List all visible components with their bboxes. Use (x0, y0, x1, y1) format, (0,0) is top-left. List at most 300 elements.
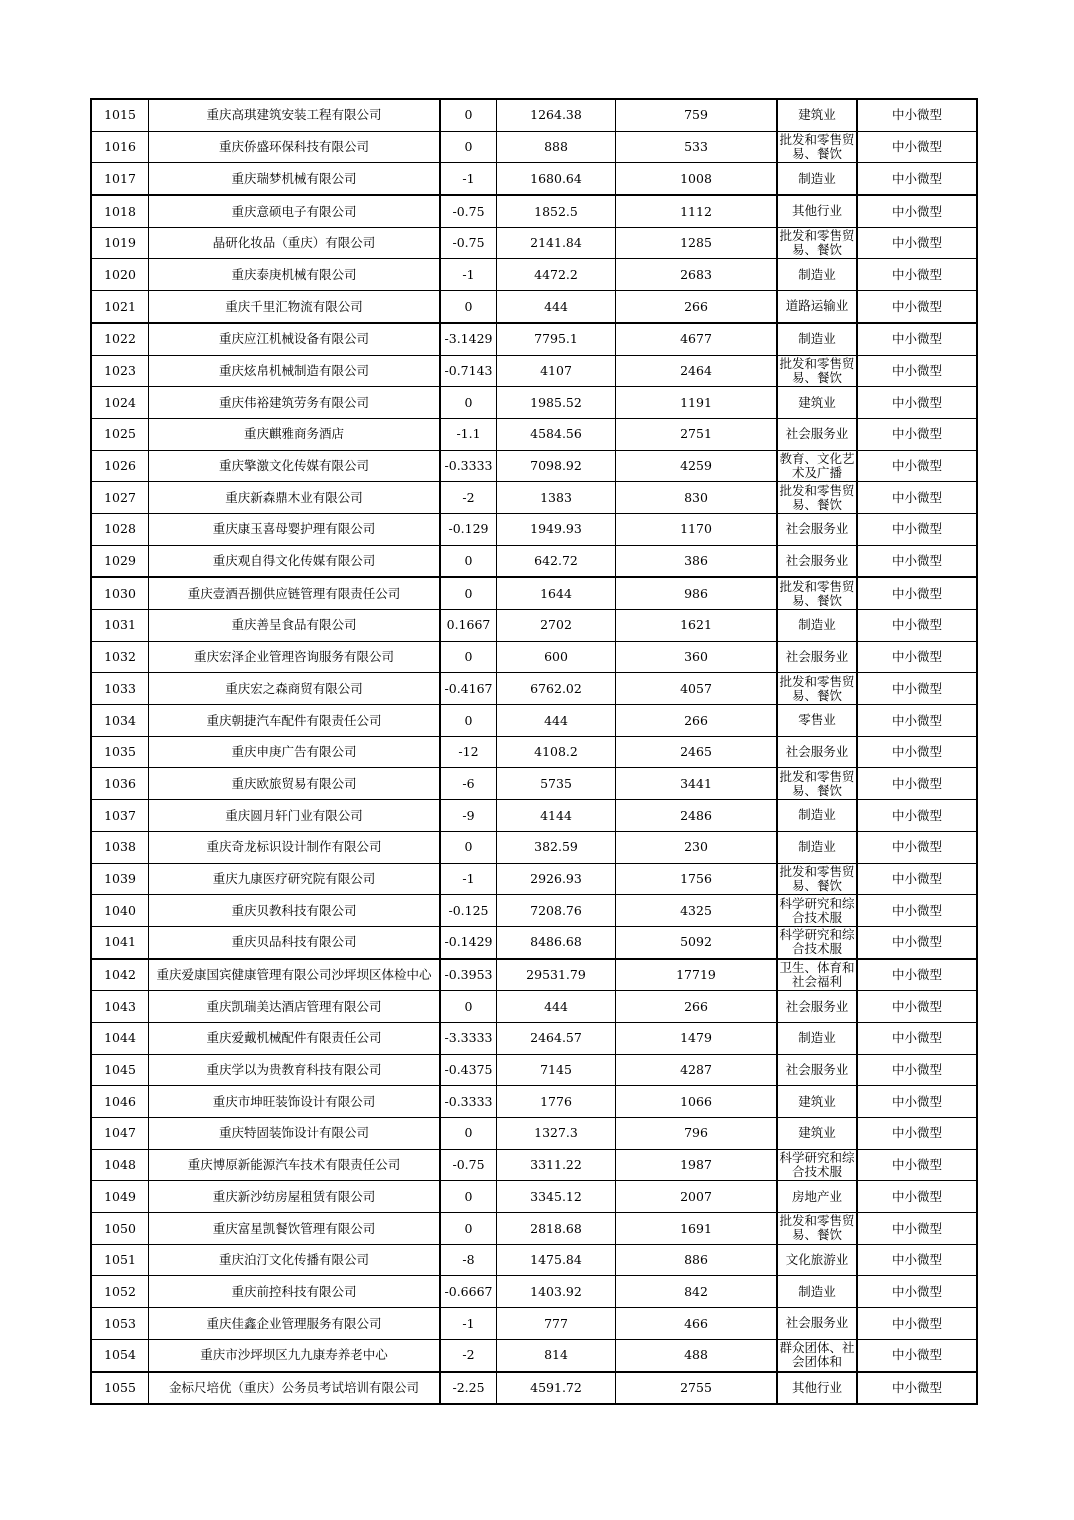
industry-cell (777, 418, 857, 450)
company-name-cell: 晶研化妆品（重庆）有限公司 (149, 227, 441, 259)
industry-text: 建筑业 (798, 108, 836, 123)
company-name-cell: 重庆瑞梦机械有限公司 (149, 163, 441, 195)
enterprise-type-cell: 中小微型 (857, 259, 977, 291)
value-1-cell: -0.75 (440, 1149, 497, 1181)
value-2-cell: 1680.64 (497, 163, 616, 195)
industry-cell (777, 482, 857, 514)
value-2-cell: 642.72 (497, 545, 616, 577)
value-3-cell: 266 (616, 705, 778, 737)
row-id-cell: 1030 (91, 577, 149, 609)
value-2-cell: 777 (497, 1308, 616, 1340)
row-id-cell: 1028 (91, 513, 149, 545)
value-3-cell: 1756 (616, 863, 778, 895)
enterprise-type-cell: 中小微型 (857, 673, 977, 705)
value-2-cell: 600 (497, 641, 616, 673)
enterprise-type-cell: 中小微型 (857, 1244, 977, 1276)
value-1-cell: 0 (440, 545, 497, 577)
value-2-cell: 4472.2 (497, 259, 616, 291)
row-id-cell: 1019 (91, 227, 149, 259)
row-id-cell: 1033 (91, 673, 149, 705)
value-3-cell: 4325 (616, 895, 778, 927)
industry-text: 道路运输业 (785, 299, 849, 314)
industry-cell (777, 991, 857, 1023)
table-row (91, 1118, 977, 1150)
company-name-cell: 重庆奇龙标识设计制作有限公司 (149, 831, 441, 863)
enterprise-type-cell: 中小微型 (857, 577, 977, 609)
industry-text: 批发和零售贸易、餐饮 (779, 864, 855, 893)
value-3-cell: 796 (616, 1118, 778, 1150)
table-row (91, 1181, 977, 1213)
row-id-cell: 1023 (91, 355, 149, 387)
value-2-cell: 4108.2 (497, 736, 616, 768)
value-2-cell: 3311.22 (497, 1149, 616, 1181)
value-2-cell: 2818.68 (497, 1213, 616, 1245)
row-id-cell: 1017 (91, 163, 149, 195)
industry-cell (777, 1339, 857, 1371)
industry-text: 制造业 (798, 171, 836, 186)
company-name-cell: 重庆宏之森商贸有限公司 (149, 673, 441, 705)
value-2-cell: 2926.93 (497, 863, 616, 895)
industry-text: 建筑业 (798, 1094, 836, 1109)
row-id-cell: 1034 (91, 705, 149, 737)
enterprise-type-cell: 中小微型 (857, 1181, 977, 1213)
value-1-cell: -0.129 (440, 513, 497, 545)
company-name-cell: 重庆申庚广告有限公司 (149, 736, 441, 768)
table-row (91, 641, 977, 673)
value-1-cell: 0 (440, 641, 497, 673)
enterprise-type-cell: 中小微型 (857, 1118, 977, 1150)
row-id-cell: 1043 (91, 991, 149, 1023)
enterprise-type-cell: 中小微型 (857, 895, 977, 927)
table-row (91, 99, 977, 131)
company-name-cell: 重庆博原新能源汽车技术有限责任公司 (149, 1149, 441, 1181)
value-1-cell: -0.1429 (440, 926, 497, 958)
industry-cell (777, 705, 857, 737)
enterprise-type-cell: 中小微型 (857, 1308, 977, 1340)
table-row (91, 1022, 977, 1054)
value-1-cell: 0 (440, 577, 497, 609)
value-1-cell: -2 (440, 1339, 497, 1371)
industry-text: 制造业 (798, 1284, 836, 1299)
industry-cell (777, 673, 857, 705)
row-id-cell: 1042 (91, 959, 149, 991)
value-2-cell: 4144 (497, 800, 616, 832)
table-row (91, 450, 977, 482)
value-1-cell: -0.4375 (440, 1054, 497, 1086)
value-2-cell: 444 (497, 291, 616, 323)
value-2-cell: 1776 (497, 1086, 616, 1118)
table-row (91, 863, 977, 895)
value-3-cell: 1066 (616, 1086, 778, 1118)
value-1-cell: 0 (440, 99, 497, 131)
industry-text: 科学研究和综合技术服 (779, 1151, 855, 1180)
value-3-cell: 386 (616, 545, 778, 577)
industry-text: 批发和零售贸易、餐饮 (779, 1214, 855, 1243)
row-id-cell: 1022 (91, 323, 149, 355)
enterprise-type-cell: 中小微型 (857, 323, 977, 355)
table-row (91, 800, 977, 832)
value-3-cell: 1621 (616, 610, 778, 642)
enterprise-type-cell: 中小微型 (857, 736, 977, 768)
enterprise-type-cell: 中小微型 (857, 1213, 977, 1245)
company-name-cell: 重庆市沙坪坝区九九康寿养老中心 (149, 1339, 441, 1371)
value-1-cell: 0 (440, 831, 497, 863)
table-row (91, 513, 977, 545)
value-3-cell: 1987 (616, 1149, 778, 1181)
value-1-cell: -2.25 (440, 1372, 497, 1405)
value-3-cell: 5092 (616, 926, 778, 958)
company-name-cell: 重庆炫帛机械制造有限公司 (149, 355, 441, 387)
company-name-cell: 重庆观自得文化传媒有限公司 (149, 545, 441, 577)
enterprise-type-cell: 中小微型 (857, 768, 977, 800)
table-row (91, 959, 977, 991)
industry-text: 教育、文化艺术及广播 (779, 451, 855, 480)
company-name-cell: 重庆泊汀文化传播有限公司 (149, 1244, 441, 1276)
value-3-cell: 1170 (616, 513, 778, 545)
industry-text: 制造业 (798, 267, 836, 282)
table-row (91, 1054, 977, 1086)
value-1-cell: -0.75 (440, 227, 497, 259)
industry-text: 房地产业 (791, 1189, 842, 1204)
table-row (91, 1339, 977, 1371)
enterprise-type-cell: 中小微型 (857, 195, 977, 227)
industry-cell (777, 800, 857, 832)
value-2-cell: 1852.5 (497, 195, 616, 227)
industry-cell (777, 1054, 857, 1086)
row-id-cell: 1035 (91, 736, 149, 768)
value-3-cell: 2755 (616, 1372, 778, 1405)
row-id-cell: 1036 (91, 768, 149, 800)
company-name-cell: 重庆朝捷汽车配件有限责任公司 (149, 705, 441, 737)
enterprise-type-cell: 中小微型 (857, 291, 977, 323)
company-name-cell: 重庆凯瑞美达酒店管理有限公司 (149, 991, 441, 1023)
industry-text: 建筑业 (798, 395, 836, 410)
value-1-cell: -0.3333 (440, 450, 497, 482)
value-3-cell: 17719 (616, 959, 778, 991)
industry-cell (777, 259, 857, 291)
value-1-cell: 0 (440, 991, 497, 1023)
industry-text: 建筑业 (798, 1126, 836, 1141)
industry-cell (777, 1308, 857, 1340)
row-id-cell: 1020 (91, 259, 149, 291)
enterprise-type-cell: 中小微型 (857, 1086, 977, 1118)
industry-text: 社会服务业 (785, 1316, 849, 1331)
table-row (91, 163, 977, 195)
enterprise-type-cell: 中小微型 (857, 1276, 977, 1308)
enterprise-type-cell: 中小微型 (857, 926, 977, 958)
industry-text: 批发和零售贸易、餐饮 (779, 229, 855, 258)
row-id-cell: 1044 (91, 1022, 149, 1054)
value-3-cell: 266 (616, 991, 778, 1023)
table-row (91, 991, 977, 1023)
industry-cell (777, 291, 857, 323)
value-2-cell: 2702 (497, 610, 616, 642)
industry-text: 其他行业 (791, 1380, 842, 1395)
row-id-cell: 1021 (91, 291, 149, 323)
value-3-cell: 2465 (616, 736, 778, 768)
value-1-cell: -6 (440, 768, 497, 800)
table-row (91, 1149, 977, 1181)
value-1-cell: -0.3333 (440, 1086, 497, 1118)
value-2-cell: 7208.76 (497, 895, 616, 927)
row-id-cell: 1018 (91, 195, 149, 227)
industry-cell (777, 1149, 857, 1181)
table-row (91, 1244, 977, 1276)
table-row (91, 291, 977, 323)
table-row (91, 323, 977, 355)
enterprise-table (90, 98, 978, 1405)
enterprise-type-cell: 中小微型 (857, 705, 977, 737)
value-2-cell: 1475.84 (497, 1244, 616, 1276)
value-1-cell: -12 (440, 736, 497, 768)
company-name-cell: 重庆九康医疗研究院有限公司 (149, 863, 441, 895)
industry-text: 批发和零售贸易、餐饮 (779, 133, 855, 162)
row-id-cell: 1040 (91, 895, 149, 927)
table-row (91, 673, 977, 705)
row-id-cell: 1050 (91, 1213, 149, 1245)
industry-cell (777, 323, 857, 355)
industry-cell (777, 1086, 857, 1118)
value-2-cell: 29531.79 (497, 959, 616, 991)
table-row (91, 577, 977, 609)
value-1-cell: -0.75 (440, 195, 497, 227)
value-2-cell: 2464.57 (497, 1022, 616, 1054)
value-3-cell: 533 (616, 131, 778, 163)
value-3-cell: 1008 (616, 163, 778, 195)
industry-text: 卫生、体育和社会福利 (779, 960, 855, 989)
row-id-cell: 1025 (91, 418, 149, 450)
table-row (91, 1372, 977, 1405)
value-3-cell: 488 (616, 1339, 778, 1371)
table-row (91, 768, 977, 800)
table-row (91, 355, 977, 387)
industry-text: 批发和零售贸易、餐饮 (779, 356, 855, 385)
value-3-cell: 830 (616, 482, 778, 514)
value-2-cell: 888 (497, 131, 616, 163)
value-2-cell: 4591.72 (497, 1372, 616, 1405)
table-row (91, 895, 977, 927)
enterprise-type-cell: 中小微型 (857, 513, 977, 545)
industry-cell (777, 610, 857, 642)
industry-cell (777, 736, 857, 768)
industry-text: 社会服务业 (785, 650, 849, 665)
value-1-cell: -0.6667 (440, 1276, 497, 1308)
row-id-cell: 1045 (91, 1054, 149, 1086)
company-name-cell: 重庆前控科技有限公司 (149, 1276, 441, 1308)
value-3-cell: 2007 (616, 1181, 778, 1213)
industry-text: 批发和零售贸易、餐饮 (779, 483, 855, 512)
company-name-cell: 重庆新沙纺房屋租赁有限公司 (149, 1181, 441, 1213)
table-row (91, 736, 977, 768)
industry-text: 社会服务业 (785, 427, 849, 442)
value-3-cell: 1285 (616, 227, 778, 259)
enterprise-type-cell: 中小微型 (857, 991, 977, 1023)
company-name-cell: 重庆贝品科技有限公司 (149, 926, 441, 958)
value-3-cell: 886 (616, 1244, 778, 1276)
value-1-cell: 0 (440, 291, 497, 323)
enterprise-type-cell: 中小微型 (857, 641, 977, 673)
company-name-cell: 重庆侨盛环保科技有限公司 (149, 131, 441, 163)
value-3-cell: 2486 (616, 800, 778, 832)
table-row (91, 926, 977, 958)
enterprise-type-cell: 中小微型 (857, 545, 977, 577)
table-row (91, 259, 977, 291)
industry-cell (777, 99, 857, 131)
value-1-cell: -3.1429 (440, 323, 497, 355)
enterprise-type-cell: 中小微型 (857, 831, 977, 863)
industry-text: 科学研究和综合技术服 (779, 928, 855, 957)
company-name-cell: 重庆泰庚机械有限公司 (149, 259, 441, 291)
table-row (91, 610, 977, 642)
company-name-cell: 重庆贝教科技有限公司 (149, 895, 441, 927)
enterprise-type-cell: 中小微型 (857, 387, 977, 419)
value-2-cell: 4107 (497, 355, 616, 387)
value-2-cell: 444 (497, 705, 616, 737)
value-3-cell: 4057 (616, 673, 778, 705)
value-2-cell: 4584.56 (497, 418, 616, 450)
row-id-cell: 1055 (91, 1372, 149, 1405)
industry-cell (777, 1276, 857, 1308)
industry-cell (777, 831, 857, 863)
enterprise-type-cell: 中小微型 (857, 1022, 977, 1054)
industry-cell (777, 1372, 857, 1405)
industry-cell (777, 387, 857, 419)
industry-text: 制造业 (798, 618, 836, 633)
value-1-cell: -1 (440, 1308, 497, 1340)
table-row (91, 418, 977, 450)
company-name-cell: 重庆善呈食品有限公司 (149, 610, 441, 642)
value-1-cell: 0 (440, 387, 497, 419)
industry-text: 文化旅游业 (785, 1253, 849, 1268)
industry-text: 社会服务业 (785, 1062, 849, 1077)
enterprise-type-cell: 中小微型 (857, 1054, 977, 1086)
industry-cell (777, 863, 857, 895)
enterprise-type-cell: 中小微型 (857, 1372, 977, 1405)
value-1-cell: -0.3953 (440, 959, 497, 991)
company-name-cell: 重庆爱戴机械配件有限责任公司 (149, 1022, 441, 1054)
enterprise-type-cell: 中小微型 (857, 863, 977, 895)
enterprise-type-cell: 中小微型 (857, 610, 977, 642)
enterprise-type-cell: 中小微型 (857, 1339, 977, 1371)
value-1-cell: 0 (440, 705, 497, 737)
enterprise-type-cell: 中小微型 (857, 355, 977, 387)
row-id-cell: 1031 (91, 610, 149, 642)
row-id-cell: 1038 (91, 831, 149, 863)
value-3-cell: 466 (616, 1308, 778, 1340)
value-1-cell: 0 (440, 1118, 497, 1150)
value-2-cell: 1644 (497, 577, 616, 609)
value-1-cell: -3.3333 (440, 1022, 497, 1054)
value-1-cell: -1 (440, 259, 497, 291)
row-id-cell: 1041 (91, 926, 149, 958)
industry-cell (777, 641, 857, 673)
company-name-cell: 重庆富星凯餐饮管理有限公司 (149, 1213, 441, 1245)
value-3-cell: 2751 (616, 418, 778, 450)
industry-text: 制造业 (798, 1031, 836, 1046)
company-name-cell: 重庆圆月轩门业有限公司 (149, 800, 441, 832)
value-3-cell: 2464 (616, 355, 778, 387)
industry-cell (777, 1213, 857, 1245)
table-row (91, 387, 977, 419)
value-3-cell: 759 (616, 99, 778, 131)
value-2-cell: 1264.38 (497, 99, 616, 131)
industry-cell (777, 131, 857, 163)
value-2-cell: 7795.1 (497, 323, 616, 355)
industry-text: 社会服务业 (785, 522, 849, 537)
row-id-cell: 1046 (91, 1086, 149, 1118)
row-id-cell: 1053 (91, 1308, 149, 1340)
industry-cell (777, 1022, 857, 1054)
industry-text: 群众团体、社会团体和 (779, 1341, 855, 1370)
enterprise-type-cell: 中小微型 (857, 959, 977, 991)
industry-text: 批发和零售贸易、餐饮 (779, 769, 855, 798)
table-row (91, 831, 977, 863)
row-id-cell: 1048 (91, 1149, 149, 1181)
value-1-cell: -2 (440, 482, 497, 514)
industry-cell (777, 1244, 857, 1276)
industry-text: 批发和零售贸易、餐饮 (779, 579, 855, 608)
row-id-cell: 1026 (91, 450, 149, 482)
industry-cell (777, 450, 857, 482)
value-3-cell: 986 (616, 577, 778, 609)
table-row (91, 1276, 977, 1308)
industry-cell (777, 355, 857, 387)
company-name-cell: 重庆麒雅商务酒店 (149, 418, 441, 450)
value-3-cell: 2683 (616, 259, 778, 291)
industry-cell (777, 513, 857, 545)
company-name-cell: 重庆佳鑫企业管理服务有限公司 (149, 1308, 441, 1340)
row-id-cell: 1051 (91, 1244, 149, 1276)
value-3-cell: 4287 (616, 1054, 778, 1086)
enterprise-type-cell: 中小微型 (857, 227, 977, 259)
industry-text: 制造业 (798, 840, 836, 855)
value-2-cell: 7145 (497, 1054, 616, 1086)
table-body (91, 99, 977, 1404)
company-name-cell: 重庆新森鼎木业有限公司 (149, 482, 441, 514)
company-name-cell: 重庆爱康国宾健康管理有限公司沙坪坝区体检中心 (149, 959, 441, 991)
row-id-cell: 1054 (91, 1339, 149, 1371)
company-name-cell: 重庆宏泽企业管理咨询服务有限公司 (149, 641, 441, 673)
industry-cell (777, 577, 857, 609)
value-3-cell: 1479 (616, 1022, 778, 1054)
value-2-cell: 5735 (497, 768, 616, 800)
enterprise-type-cell: 中小微型 (857, 482, 977, 514)
industry-cell (777, 926, 857, 958)
value-2-cell: 6762.02 (497, 673, 616, 705)
industry-text: 制造业 (798, 808, 836, 823)
company-name-cell: 重庆市坤旺装饰设计有限公司 (149, 1086, 441, 1118)
company-name-cell: 重庆意硕电子有限公司 (149, 195, 441, 227)
table-row (91, 195, 977, 227)
value-2-cell: 3345.12 (497, 1181, 616, 1213)
value-1-cell: 0 (440, 131, 497, 163)
value-3-cell: 360 (616, 641, 778, 673)
row-id-cell: 1016 (91, 131, 149, 163)
row-id-cell: 1027 (91, 482, 149, 514)
row-id-cell: 1024 (91, 387, 149, 419)
value-3-cell: 4677 (616, 323, 778, 355)
industry-cell (777, 163, 857, 195)
value-2-cell: 444 (497, 991, 616, 1023)
value-3-cell: 1191 (616, 387, 778, 419)
industry-cell (777, 895, 857, 927)
value-3-cell: 3441 (616, 768, 778, 800)
row-id-cell: 1049 (91, 1181, 149, 1213)
industry-text: 社会服务业 (785, 553, 849, 568)
value-2-cell: 1383 (497, 482, 616, 514)
value-1-cell: 0 (440, 1181, 497, 1213)
value-2-cell: 7098.92 (497, 450, 616, 482)
